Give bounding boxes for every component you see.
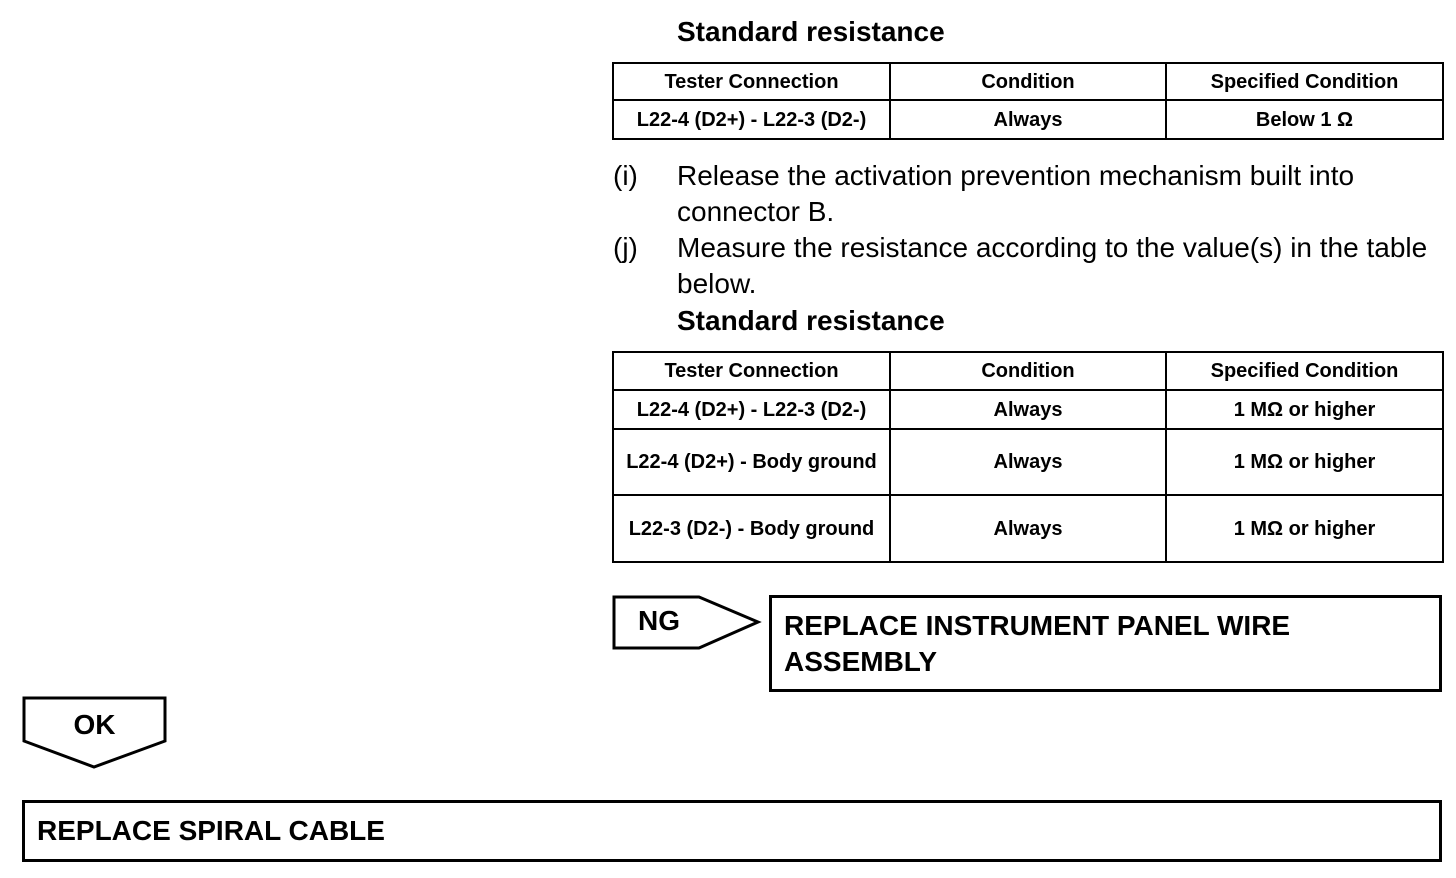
ok-action-box [22, 800, 1442, 862]
table1-heading: Standard resistance [677, 16, 945, 47]
ok-label: OK [73, 709, 116, 740]
cell-specified-condition: 1 MΩ or higher [1166, 390, 1443, 429]
header-specified-condition: Specified Condition [1166, 63, 1443, 100]
header-specified-condition: Specified Condition [1166, 352, 1443, 390]
cell-condition: Always [890, 100, 1166, 139]
table2-heading: Standard resistance [677, 305, 945, 336]
ng-label: NG [638, 605, 680, 636]
cell-condition: Always [890, 495, 1166, 562]
cell-tester-connection: L22-4 (D2+) - Body ground [613, 429, 890, 495]
step-text: Measure the resistance according to the value(s) in the table below. [677, 232, 1428, 299]
ng-action-text: REPLACE INSTRUMENT PANEL WIRE ASSEMBLY [784, 610, 1291, 677]
header-condition: Condition [890, 63, 1166, 100]
step-label: (i) [613, 160, 638, 191]
header-tester-connection: Tester Connection [613, 63, 890, 100]
ok-action-text: REPLACE SPIRAL CABLE [37, 815, 385, 846]
cell-tester-connection: L22-4 (D2+) - L22-3 (D2-) [613, 390, 890, 429]
cell-specified-condition: 1 MΩ or higher [1166, 429, 1443, 495]
cell-tester-connection: L22-4 (D2+) - L22-3 (D2-) [613, 100, 890, 139]
cell-condition: Always [890, 429, 1166, 495]
step-text: Release the activation prevention mechanism built into connector B. [677, 160, 1355, 227]
step-label: (j) [613, 232, 638, 263]
header-tester-connection: Tester Connection [613, 352, 890, 390]
header-condition: Condition [890, 352, 1166, 390]
cell-tester-connection: L22-3 (D2-) - Body ground [613, 495, 890, 562]
cell-condition: Always [890, 390, 1166, 429]
cell-specified-condition: 1 MΩ or higher [1166, 495, 1443, 562]
cell-specified-condition: Below 1 Ω [1166, 100, 1443, 139]
